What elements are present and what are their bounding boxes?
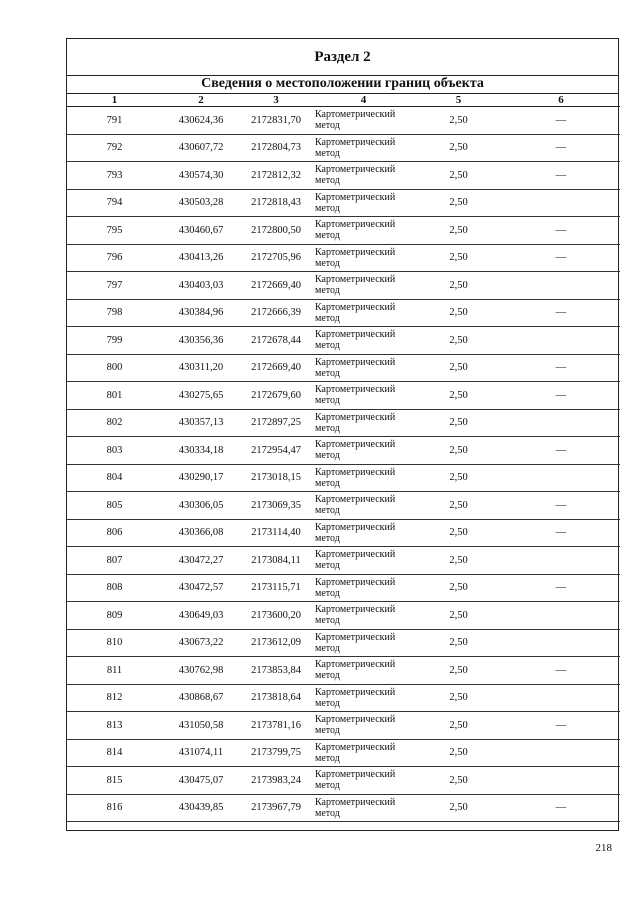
table-row	[67, 382, 620, 410]
method-cell	[312, 299, 415, 327]
table-row	[67, 794, 620, 822]
method-line1: Картометрический	[315, 494, 396, 506]
y-coordinate-cell: 2173018,15	[240, 464, 312, 492]
point-number-cell: 813	[67, 712, 162, 740]
point-number-cell: 792	[67, 134, 162, 162]
point-number-cell: 798	[67, 299, 162, 327]
accuracy-cell: 2,50	[415, 437, 502, 465]
description-cell: —	[502, 794, 620, 822]
method-cell	[312, 794, 415, 822]
method-line1: Картометрический	[315, 769, 396, 781]
method-line2: метод	[315, 725, 340, 737]
x-coordinate-cell: 430868,67	[162, 684, 240, 712]
x-coordinate-cell: 430357,13	[162, 409, 240, 437]
accuracy-cell: 2,50	[415, 767, 502, 795]
y-coordinate-cell: 2172679,60	[240, 382, 312, 410]
method-line2: метод	[315, 505, 340, 517]
description-cell: —	[502, 299, 620, 327]
method-cell	[312, 437, 415, 465]
document-frame	[66, 38, 619, 831]
y-coordinate-cell: 2172954,47	[240, 437, 312, 465]
x-coordinate-cell: 430607,72	[162, 134, 240, 162]
table-row	[67, 739, 620, 767]
method-line1: Картометрический	[315, 521, 396, 533]
y-coordinate-cell: 2172666,39	[240, 299, 312, 327]
description-cell	[502, 327, 620, 355]
method-cell	[312, 354, 415, 382]
accuracy-cell: 2,50	[415, 547, 502, 575]
method-line1: Картометрический	[315, 686, 396, 698]
table-row	[67, 437, 620, 465]
method-line2: метод	[315, 752, 340, 764]
table-row	[67, 629, 620, 657]
accuracy-cell: 2,50	[415, 107, 502, 135]
page-number: 218	[595, 842, 612, 854]
method-cell	[312, 739, 415, 767]
y-coordinate-cell: 2172678,44	[240, 327, 312, 355]
method-cell	[312, 519, 415, 547]
method-line2: метод	[315, 615, 340, 627]
description-cell: —	[502, 354, 620, 382]
method-line1: Картометрический	[315, 191, 396, 203]
table-row	[67, 134, 620, 162]
table-row	[67, 464, 620, 492]
y-coordinate-cell: 2173115,71	[240, 574, 312, 602]
method-line1: Картометрический	[315, 604, 396, 616]
description-cell: —	[502, 574, 620, 602]
y-coordinate-cell: 2173799,75	[240, 739, 312, 767]
point-number-cell: 804	[67, 464, 162, 492]
x-coordinate-cell: 430673,22	[162, 629, 240, 657]
method-line2: метод	[315, 202, 340, 214]
description-cell: —	[502, 382, 620, 410]
table-row	[67, 657, 620, 685]
x-coordinate-cell: 430413,26	[162, 244, 240, 272]
table-row	[67, 602, 620, 630]
method-line2: метод	[315, 230, 340, 242]
description-cell: —	[502, 162, 620, 190]
method-line2: метод	[315, 450, 340, 462]
point-number-cell: 794	[67, 189, 162, 217]
accuracy-cell: 2,50	[415, 382, 502, 410]
method-line2: метод	[315, 422, 340, 434]
description-cell: —	[502, 712, 620, 740]
x-coordinate-cell: 430366,08	[162, 519, 240, 547]
point-number-cell: 791	[67, 107, 162, 135]
method-cell	[312, 217, 415, 245]
x-coordinate-cell: 430334,18	[162, 437, 240, 465]
method-line1: Картометрический	[315, 219, 396, 231]
point-number-cell: 797	[67, 272, 162, 300]
point-number-cell: 800	[67, 354, 162, 382]
method-line1: Картометрический	[315, 246, 396, 258]
method-cell	[312, 657, 415, 685]
method-cell	[312, 464, 415, 492]
method-line2: метод	[315, 807, 340, 819]
table-row	[67, 767, 620, 795]
accuracy-cell: 2,50	[415, 244, 502, 272]
x-coordinate-cell: 430475,07	[162, 767, 240, 795]
method-line2: метод	[315, 120, 340, 132]
method-line2: метод	[315, 285, 340, 297]
method-line2: метод	[315, 560, 340, 572]
y-coordinate-cell: 2172669,40	[240, 354, 312, 382]
point-number-cell: 793	[67, 162, 162, 190]
method-cell	[312, 189, 415, 217]
method-cell	[312, 767, 415, 795]
description-cell: —	[502, 217, 620, 245]
method-line1: Картометрический	[315, 109, 396, 121]
method-line1: Картометрический	[315, 136, 396, 148]
method-line2: метод	[315, 312, 340, 324]
x-coordinate-cell: 430649,03	[162, 602, 240, 630]
method-line1: Картометрический	[315, 439, 396, 451]
accuracy-cell: 2,50	[415, 409, 502, 437]
description-cell	[502, 739, 620, 767]
method-cell	[312, 107, 415, 135]
accuracy-cell: 2,50	[415, 217, 502, 245]
point-number-cell: 799	[67, 327, 162, 355]
y-coordinate-cell: 2172669,40	[240, 272, 312, 300]
y-coordinate-cell: 2173069,35	[240, 492, 312, 520]
x-coordinate-cell: 430574,30	[162, 162, 240, 190]
method-line2: метод	[315, 395, 340, 407]
column-header: 3	[240, 93, 312, 107]
point-number-cell: 811	[67, 657, 162, 685]
point-number-cell: 806	[67, 519, 162, 547]
method-line2: метод	[315, 670, 340, 682]
y-coordinate-cell: 2173983,24	[240, 767, 312, 795]
point-number-cell: 807	[67, 547, 162, 575]
description-cell	[502, 629, 620, 657]
method-line2: метод	[315, 780, 340, 792]
table-row	[67, 712, 620, 740]
description-cell: —	[502, 107, 620, 135]
table-row	[67, 327, 620, 355]
point-number-cell: 805	[67, 492, 162, 520]
method-line2: метод	[315, 367, 340, 379]
table-row	[67, 574, 620, 602]
table-subtitle: Сведения о местоположении границ объекта	[67, 75, 618, 94]
method-cell	[312, 629, 415, 657]
x-coordinate-cell: 430762,98	[162, 657, 240, 685]
method-line2: метод	[315, 532, 340, 544]
method-line1: Картометрический	[315, 329, 396, 341]
method-cell	[312, 327, 415, 355]
method-cell	[312, 712, 415, 740]
y-coordinate-cell: 2172897,25	[240, 409, 312, 437]
x-coordinate-cell: 430356,36	[162, 327, 240, 355]
y-coordinate-cell: 2172818,43	[240, 189, 312, 217]
y-coordinate-cell: 2173114,40	[240, 519, 312, 547]
x-coordinate-cell: 430403,03	[162, 272, 240, 300]
accuracy-cell: 2,50	[415, 602, 502, 630]
table-row	[67, 354, 620, 382]
method-cell	[312, 547, 415, 575]
point-number-cell: 796	[67, 244, 162, 272]
point-number-cell: 812	[67, 684, 162, 712]
x-coordinate-cell: 430472,57	[162, 574, 240, 602]
method-line1: Картометрический	[315, 274, 396, 286]
point-number-cell: 815	[67, 767, 162, 795]
x-coordinate-cell: 430503,28	[162, 189, 240, 217]
method-cell	[312, 409, 415, 437]
x-coordinate-cell: 430290,17	[162, 464, 240, 492]
table-row	[67, 547, 620, 575]
y-coordinate-cell: 2172831,70	[240, 107, 312, 135]
description-cell	[502, 409, 620, 437]
method-cell	[312, 492, 415, 520]
table-row	[67, 217, 620, 245]
description-cell	[502, 684, 620, 712]
point-number-cell: 795	[67, 217, 162, 245]
method-cell	[312, 574, 415, 602]
x-coordinate-cell: 431050,58	[162, 712, 240, 740]
description-cell: —	[502, 437, 620, 465]
x-coordinate-cell: 430624,36	[162, 107, 240, 135]
point-number-cell: 808	[67, 574, 162, 602]
description-cell	[502, 602, 620, 630]
accuracy-cell: 2,50	[415, 327, 502, 355]
x-coordinate-cell: 430306,05	[162, 492, 240, 520]
point-number-cell: 810	[67, 629, 162, 657]
method-line1: Картометрический	[315, 659, 396, 671]
y-coordinate-cell: 2173612,09	[240, 629, 312, 657]
y-coordinate-cell: 2173600,20	[240, 602, 312, 630]
x-coordinate-cell: 430472,27	[162, 547, 240, 575]
y-coordinate-cell: 2173853,84	[240, 657, 312, 685]
description-cell	[502, 547, 620, 575]
method-cell	[312, 134, 415, 162]
description-cell: —	[502, 657, 620, 685]
header-row	[67, 93, 620, 107]
accuracy-cell: 2,50	[415, 299, 502, 327]
y-coordinate-cell: 2172804,73	[240, 134, 312, 162]
accuracy-cell: 2,50	[415, 712, 502, 740]
description-cell: —	[502, 244, 620, 272]
x-coordinate-cell: 430384,96	[162, 299, 240, 327]
table-row	[67, 272, 620, 300]
table-row	[67, 684, 620, 712]
point-number-cell: 802	[67, 409, 162, 437]
table-row	[67, 299, 620, 327]
method-line1: Картометрический	[315, 411, 396, 423]
coordinates-table	[67, 93, 620, 822]
column-header: 5	[415, 93, 502, 107]
column-header: 2	[162, 93, 240, 107]
method-cell	[312, 684, 415, 712]
table-row	[67, 189, 620, 217]
method-cell	[312, 382, 415, 410]
accuracy-cell: 2,50	[415, 492, 502, 520]
method-line2: метод	[315, 340, 340, 352]
table-row	[67, 492, 620, 520]
point-number-cell: 814	[67, 739, 162, 767]
accuracy-cell: 2,50	[415, 519, 502, 547]
method-line1: Картометрический	[315, 796, 396, 808]
accuracy-cell: 2,50	[415, 272, 502, 300]
description-cell: —	[502, 492, 620, 520]
description-cell: —	[502, 519, 620, 547]
column-header: 4	[312, 93, 415, 107]
method-line2: метод	[315, 257, 340, 269]
x-coordinate-cell: 430311,20	[162, 354, 240, 382]
section-title: Раздел 2	[67, 39, 618, 76]
accuracy-cell: 2,50	[415, 189, 502, 217]
accuracy-cell: 2,50	[415, 794, 502, 822]
y-coordinate-cell: 2173818,64	[240, 684, 312, 712]
table-row	[67, 519, 620, 547]
method-line1: Картометрический	[315, 741, 396, 753]
method-line1: Картометрический	[315, 714, 396, 726]
x-coordinate-cell: 430460,67	[162, 217, 240, 245]
table-row	[67, 162, 620, 190]
accuracy-cell: 2,50	[415, 134, 502, 162]
method-line1: Картометрический	[315, 466, 396, 478]
method-line1: Картометрический	[315, 576, 396, 588]
column-header: 6	[502, 93, 620, 107]
accuracy-cell: 2,50	[415, 574, 502, 602]
y-coordinate-cell: 2173084,11	[240, 547, 312, 575]
method-line2: метод	[315, 642, 340, 654]
y-coordinate-cell: 2172705,96	[240, 244, 312, 272]
description-cell	[502, 189, 620, 217]
y-coordinate-cell: 2172800,50	[240, 217, 312, 245]
y-coordinate-cell: 2173967,79	[240, 794, 312, 822]
method-line2: метод	[315, 175, 340, 187]
method-line1: Картометрический	[315, 164, 396, 176]
method-line1: Картометрический	[315, 384, 396, 396]
description-cell	[502, 767, 620, 795]
accuracy-cell: 2,50	[415, 684, 502, 712]
accuracy-cell: 2,50	[415, 162, 502, 190]
accuracy-cell: 2,50	[415, 629, 502, 657]
method-cell	[312, 272, 415, 300]
description-cell	[502, 464, 620, 492]
y-coordinate-cell: 2172812,32	[240, 162, 312, 190]
accuracy-cell: 2,50	[415, 739, 502, 767]
table-row	[67, 244, 620, 272]
method-cell	[312, 162, 415, 190]
y-coordinate-cell: 2173781,16	[240, 712, 312, 740]
description-cell: —	[502, 134, 620, 162]
x-coordinate-cell: 431074,11	[162, 739, 240, 767]
point-number-cell: 809	[67, 602, 162, 630]
table-row	[67, 409, 620, 437]
method-cell	[312, 602, 415, 630]
method-line2: метод	[315, 477, 340, 489]
method-line2: метод	[315, 147, 340, 159]
accuracy-cell: 2,50	[415, 464, 502, 492]
accuracy-cell: 2,50	[415, 354, 502, 382]
x-coordinate-cell: 430439,85	[162, 794, 240, 822]
accuracy-cell: 2,50	[415, 657, 502, 685]
method-line1: Картометрический	[315, 631, 396, 643]
point-number-cell: 801	[67, 382, 162, 410]
x-coordinate-cell: 430275,65	[162, 382, 240, 410]
method-line1: Картометрический	[315, 301, 396, 313]
method-cell	[312, 244, 415, 272]
point-number-cell: 803	[67, 437, 162, 465]
point-number-cell: 816	[67, 794, 162, 822]
method-line2: метод	[315, 587, 340, 599]
description-cell	[502, 272, 620, 300]
method-line1: Картометрический	[315, 356, 396, 368]
method-line1: Картометрический	[315, 549, 396, 561]
table-row	[67, 107, 620, 135]
method-line2: метод	[315, 697, 340, 709]
column-header: 1	[67, 93, 162, 107]
